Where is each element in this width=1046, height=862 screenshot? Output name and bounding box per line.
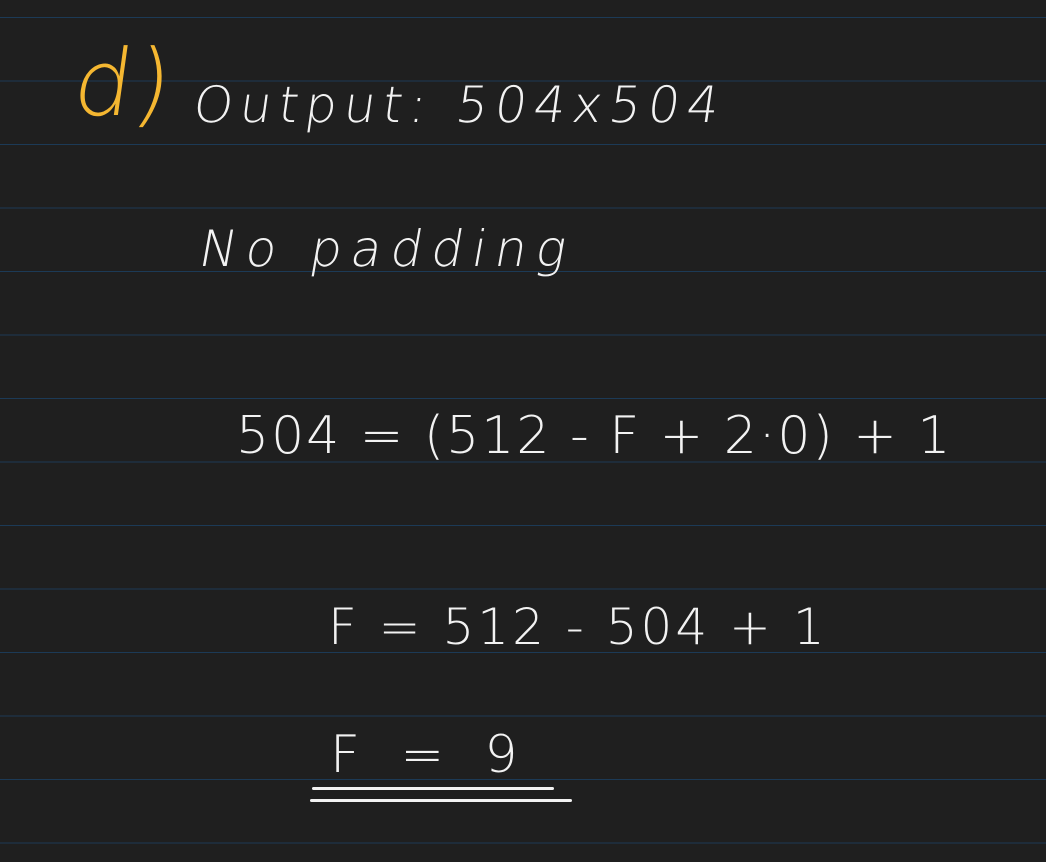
result-underline-top: [312, 787, 554, 790]
result-underline-bottom: [310, 799, 572, 802]
padding-note-line: No padding: [194, 220, 581, 278]
output-size-line: Output: 504x504: [189, 76, 730, 134]
equation-2: F = 512 - 504 + 1: [328, 598, 828, 656]
result-line: F = 9: [330, 725, 530, 785]
part-label: d): [66, 30, 181, 137]
equation-1: 504 = (512 - F + 2·0) + 1: [236, 406, 953, 466]
